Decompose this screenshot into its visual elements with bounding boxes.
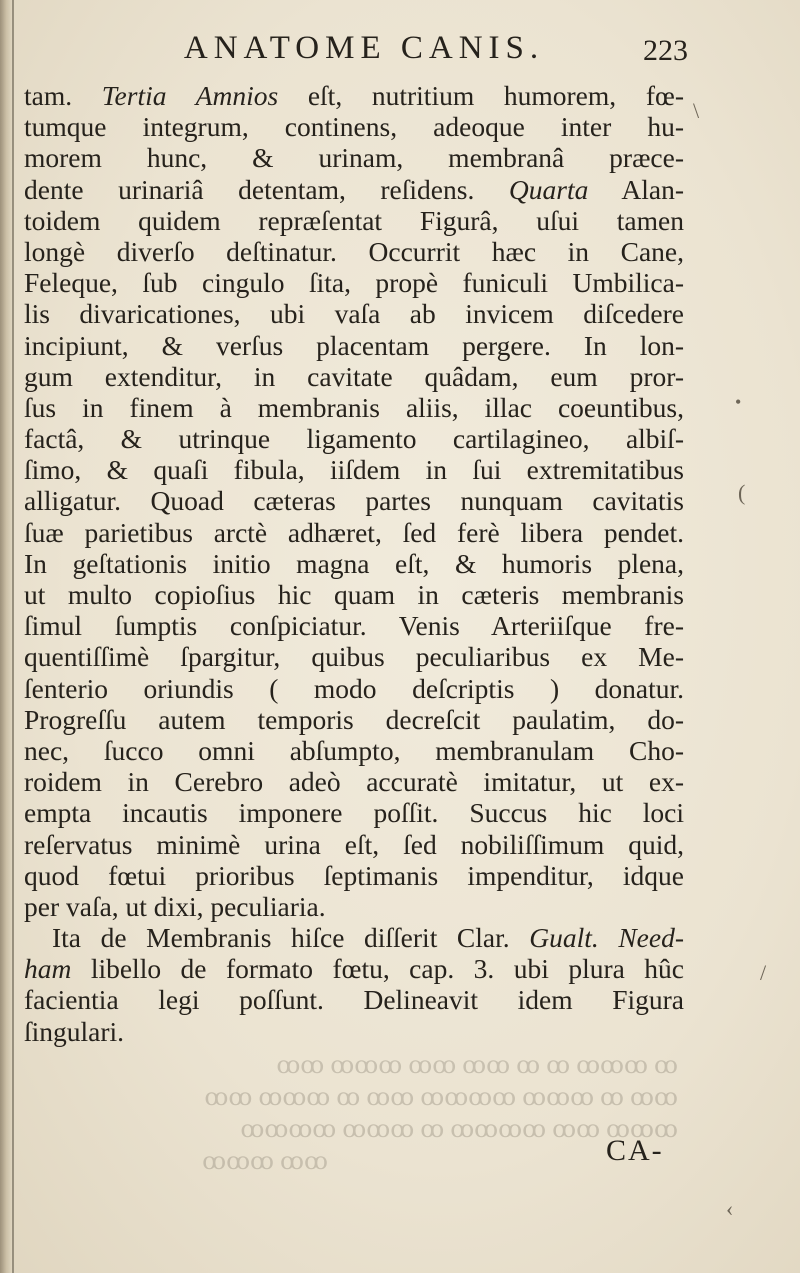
text-run: toidem quidem repræſentat Figurâ, uſui tamen [24, 204, 684, 236]
text-run: ut multo copioſius hic quam in cæteris membranis [24, 579, 684, 610]
text-line [24, 423, 684, 454]
text-line [24, 735, 684, 766]
text-run: ſuæ parietibus arctè adhæret, ſed ferè libera pendet. [24, 516, 684, 548]
text-line [24, 517, 684, 548]
text-line [24, 548, 684, 579]
text-run: factâ, & utrinque ligamento cartilagineo, albiſ- [24, 423, 684, 455]
text-line [24, 174, 684, 205]
text-run: dente urinariâ detentam, reſidens. [24, 173, 509, 205]
text-run: empta incautis imponere poſſit. Succus hic loci [24, 797, 684, 829]
italic-text-run: Tertia Amnios [101, 80, 279, 111]
text-line [24, 860, 684, 891]
text-run: facientia legi poſſunt. Delineavit idem Figura [24, 984, 684, 1016]
text-line [24, 205, 684, 236]
show-through-text: ꝏꝏꝏ ꝏꝏ ꝏꝏꝏꝏ ꝏ ꝏꝏꝏ ꝏꝏꝏꝏ [240, 1117, 678, 1143]
text-line [24, 797, 684, 828]
text-run: gum extenditur, in cavitate quâdam, eum pror- [24, 360, 684, 392]
text-line [24, 298, 684, 329]
text-run: Feleque, ſub cingulo ſita, propè funiculi Umbilica- [24, 267, 684, 299]
text-run: ſus in finem à membranis aliis, illac coeuntibus, [24, 391, 684, 423]
text-line [24, 673, 684, 704]
show-through-text: ꝏꝏ ꝏ ꝏꝏꝏ ꝏꝏꝏꝏ ꝏꝏ ꝏ ꝏꝏꝏ ꝏꝏ [204, 1085, 678, 1111]
text-run: longè diverſo deſtinatur. Occurrit hæc in Cane, [24, 235, 684, 267]
italic-text-run: Quarta [508, 173, 589, 205]
text-line [24, 267, 684, 298]
italic-text-run: ham [24, 953, 72, 985]
text-line [24, 330, 684, 361]
text-run: lis divaricationes, ubi vaſa ab invicem diſcedere [24, 298, 684, 330]
text-line [24, 454, 684, 485]
text-run: ſimul ſumptis conſpiciatur. Venis Arteriiſque fre- [24, 610, 684, 642]
text-run: libello de formato fœtu, cap. 3. ubi plura hûc [71, 953, 684, 985]
running-head: ANATOME CANIS. [183, 30, 545, 66]
text-run: nec, ſucco omni abſumpto, membranulam Cho- [24, 734, 684, 766]
text-run: tumque integrum, continens, adeoque inter hu- [24, 111, 684, 143]
italic-text-run: Gualt. Need- [529, 922, 684, 954]
text-run: quod fœtui prioribus ſeptimanis impenditur, idque [24, 859, 684, 891]
text-run: tam. [24, 80, 102, 111]
text-line [24, 485, 684, 516]
text-run: Ita de Membranis hiſce diſſerit Clar. [52, 922, 530, 954]
page-header [24, 30, 688, 76]
text-run: roidem in Cerebro adeò accuratè imitatur, ut ex- [24, 766, 684, 798]
text-line [24, 984, 684, 1015]
paper-mark: ‹ [726, 1196, 734, 1221]
catchword: CA- [606, 1134, 664, 1167]
text-line [24, 704, 684, 735]
paper-mark: \ [693, 98, 700, 123]
paper-speck: • [735, 392, 742, 412]
text-line [24, 392, 684, 423]
text-run: ſingulari. [24, 1015, 125, 1047]
text-line [24, 361, 684, 392]
text-run: reſervatus minimè urina eſt, ſed nobiliſſimum quid, [24, 828, 684, 860]
text-line [24, 579, 684, 610]
text-run: Progreſſu autem temporis decreſcit paulatim, do- [24, 703, 684, 735]
text-line [24, 80, 684, 111]
text-line [24, 922, 684, 953]
text-run: ſenterio oriundis ( modo deſcriptis ) donatur. [24, 672, 684, 704]
text-line [24, 1016, 684, 1047]
text-line [24, 236, 684, 267]
text-run: ſimo, & quaſi fibula, iiſdem in ſui extremitatibus [24, 454, 684, 486]
paper-mark: / [760, 960, 767, 985]
text-run: per vaſa, ut dixi, peculiaria. [24, 890, 326, 922]
text-line [24, 829, 684, 860]
show-through-text: ꝏ ꝏꝏꝏ ꝏ ꝏ ꝏꝏ ꝏꝏ ꝏꝏꝏ ꝏꝏ [276, 1053, 678, 1079]
text-run: eſt, nutritium humorem, fœ- [278, 80, 684, 111]
gutter-shadow [12, 0, 14, 1273]
page-number: 223 [643, 34, 688, 67]
paper-mark: ( [738, 480, 746, 505]
text-run: Alan- [588, 173, 684, 205]
text-line [24, 953, 684, 984]
text-line [24, 142, 684, 173]
text-line [24, 891, 684, 922]
show-through-text: ꝏꝏ ꝏꝏꝏ [202, 1149, 328, 1175]
text-run: In geſtationis initio magna eſt, & humoris plena, [24, 547, 684, 579]
text-run: morem hunc, & urinam, membranâ præce- [24, 142, 684, 174]
body-text [24, 80, 684, 1047]
text-line [24, 111, 684, 142]
text-line [24, 766, 684, 797]
text-run: quentiſſimè ſpargitur, quibus peculiaribus ex Me- [24, 641, 684, 673]
text-run: alligatur. Quoad cæteras partes nunquam cavitatis [24, 485, 684, 517]
text-line [24, 610, 684, 641]
text-line [24, 641, 684, 672]
text-run: incipiunt, & verſus placentam pergere. In lon- [24, 329, 684, 361]
